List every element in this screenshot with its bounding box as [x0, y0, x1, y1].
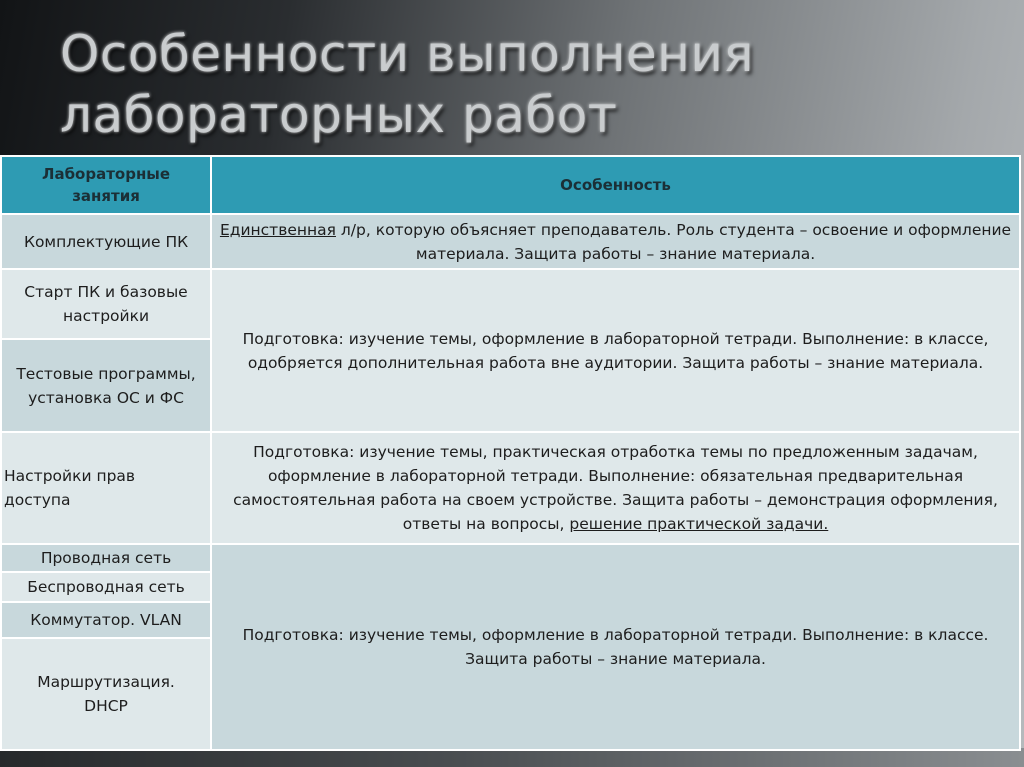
table-row [1, 432, 1020, 544]
table-row [1, 544, 1020, 572]
table-row [1, 214, 1020, 269]
slide-title-line-2: лабораторных работ [60, 86, 618, 144]
header-labs-line-1: Лабораторные [41, 165, 171, 183]
feature-text: л/р, которую объясняет преподаватель. Роль студента – освоение и оформление материала. Защита работы – знание материала. [335, 220, 1012, 263]
feature-cell: Подготовка: изучение темы, оформление в лабораторной тетради. Выполнение: в классе. Защита работы – знание материала. [211, 544, 1020, 750]
topic-cell: Проводная сеть [1, 544, 211, 572]
topic-line-1: Настройки прав [4, 467, 136, 485]
topic-cell [1, 269, 211, 339]
table-header-row [1, 156, 1020, 214]
topic-line-1: Маршрутизация. [37, 673, 175, 691]
header-labs [1, 156, 211, 214]
topic-cell: Коммутатор. VLAN [1, 602, 211, 638]
topic-cell: Комплектующие ПК [1, 214, 211, 269]
feature-underlined-text: Единственная [219, 220, 336, 239]
table-row [1, 269, 1020, 339]
lab-features-table [0, 155, 1021, 751]
topic-cell [1, 432, 211, 544]
slide-title-line-1: Особенности выполнения [60, 25, 754, 83]
topic-line-2: настройки [63, 307, 150, 325]
header-labs-line-2: занятия [72, 187, 140, 205]
topic-cell [1, 638, 211, 750]
feature-cell [211, 214, 1020, 269]
feature-cell: Подготовка: изучение темы, оформление в лабораторной тетради. Выполнение: в классе, одобряется дополнительная работа вне аудитории. Защита работы – знание материала. [211, 269, 1020, 432]
topic-line-1: Тестовые программы, [16, 364, 196, 383]
topic-line-2: DHCP [84, 697, 128, 715]
feature-text: Подготовка: изучение темы, практическая отработка темы по предложенным задачам, оформление в лабораторной тетради. Выполнение: обязательная предварительная самостоятельная работа на своем устройстве. Защита работы – демонстрация оформления, ответы на вопросы, [233, 443, 998, 533]
topic-line-1: Старт ПК и базовые [24, 283, 188, 301]
feature-cell [211, 432, 1020, 544]
feature-underlined-text: решение практической задачи. [569, 515, 829, 533]
header-feature: Особенность [211, 156, 1020, 214]
slide-title [60, 24, 960, 146]
topic-cell [1, 339, 211, 432]
topic-line-2: доступа [4, 491, 71, 509]
topic-line-2: установка ОС и ФС [28, 388, 184, 407]
topic-cell: Беспроводная сеть [1, 572, 211, 602]
